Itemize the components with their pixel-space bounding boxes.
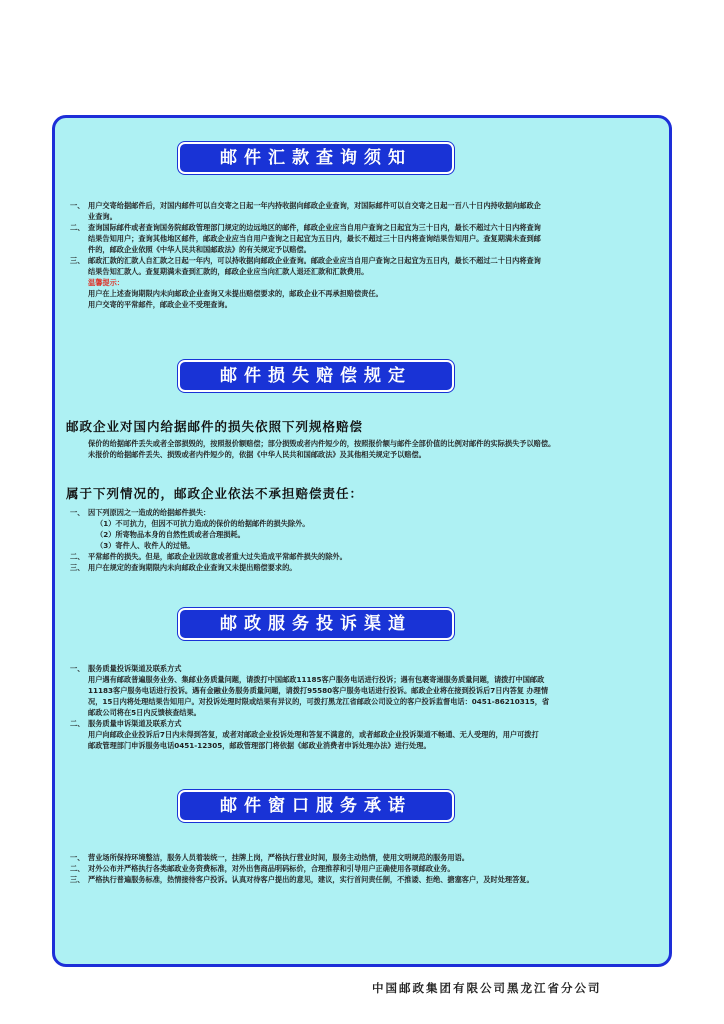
list-item: 三、 严格执行普遍服务标准，热情接待客户投诉。认真对待客户提出的意见，建议，实行首问责任制，不推诿、拒绝、搪塞客户，及时处理答复。	[70, 875, 534, 884]
tip-text: 用户在上述查询期限内未向邮政企业查询又未提出赔偿要求的，邮政企业不再承担赔偿责任。	[88, 289, 383, 298]
list-item-continued: 结果告知汇款人。查复期满未查到汇款的，邮政企业应当向汇款人退还汇款和汇款费用。	[88, 267, 369, 276]
list-item: 一、 因下列原因之一造成的给据邮件损失：	[70, 508, 211, 517]
list-item: 二、 对外公布并严格执行各类邮政业务资费标准，对外出售商品明码标价，合理推荐和引导用户正确使用各项邮政业务。	[70, 864, 455, 873]
list-sub-item: （2）所寄物品本身的自然性质或者合理损耗。	[96, 530, 245, 539]
section-title-inquiry: 邮件汇款查询须知	[178, 142, 454, 174]
list-item: 二、 查询国际邮件或者查询国务院邮政管理部门规定的边远地区的邮件，邮政企业应当自用户查询之日起宜为三十日内，最长不超过六十日内将查询	[70, 223, 541, 232]
exemption-items	[70, 507, 347, 573]
inquiry-items	[70, 200, 541, 310]
list-item-continued: 结果告知用户；查询其他地区邮件，邮政企业应当自用户查询之日起宜为五日内，最长不超过三十日内将查询结果告知用户。查复期满未查到邮	[88, 234, 541, 243]
section-title-compensation: 邮件损失赔偿规定	[178, 360, 454, 392]
section-title-commitment: 邮件窗口服务承诺	[178, 790, 454, 822]
tip-label: 温馨提示：	[88, 278, 124, 287]
list-item: 三、 用户在规定的查询期限内未向邮政企业查询又未提出赔偿要求的。	[70, 563, 297, 572]
compensation-paragraph: 保价的给据邮件丢失或者全部损毁的，按照报价额赔偿；部分损毁或者内件短少的，按照报价额与邮件全部价值的比例对邮件的实际损失予以赔偿。 未报价的给据邮件丢失、损毁或者内件短少的，依据《中华人民共和国邮政法》及其他相关规定予以赔偿。	[88, 439, 556, 459]
list-sub-item: （1）不可抗力，但因不可抗力造成的保价的给据邮件的损失除外。	[96, 519, 310, 528]
list-item: 一、 营业场所保持环境整洁，服务人员着装统一，挂牌上岗，严格执行营业时间，服务主动热情，使用文明规范的服务用语。	[70, 853, 469, 862]
exemption-subtitle: 属于下列情况的，邮政企业依法不承担赔偿责任：	[66, 486, 364, 501]
section-title-complaint: 邮政服务投诉渠道	[178, 608, 454, 640]
list-item: 三、 邮政汇款的汇款人自汇款之日起一年内，可以持收据向邮政企业查询。邮政企业应当自用户查询之日起宜为五日内，最长不超过二十日内将查询	[70, 256, 541, 265]
compensation-subtitle: 邮政企业对国内给据邮件的损失依照下列规格赔偿	[66, 419, 364, 434]
list-item-continued: 件的，邮政企业依照《中华人民共和国邮政法》的有关规定予以赔偿。	[88, 245, 311, 254]
list-item: 二、 平常邮件的损失。但是，邮政企业因故意或者重大过失造成平常邮件损失的除外。	[70, 552, 347, 561]
list-item: 一、 用户交寄给据邮件后，对国内邮件可以自交寄之日起一年内持收据向邮政企业查询，对国际邮件可以自交寄之日起一百八十日内持收据向邮政企	[70, 201, 541, 210]
list-item-continued: 业查询。	[88, 212, 117, 221]
list-item: 二、 服务质量申诉渠道及联系方式	[70, 719, 182, 728]
list-sub-item: （3）寄件人、收件人的过错。	[96, 541, 195, 550]
company-name: 中国邮政集团有限公司黑龙江省分公司	[372, 981, 602, 995]
commitment-items	[70, 852, 534, 885]
complaint-items: 一、 服务质量投诉渠道及联系方式 用户遇有邮政普遍服务业务、集邮业务质量问题，请拨打中国邮政11185客户服务电话进行投诉；遇有包裹寄递服务质量问题，请拨打中国邮政 11183客户服务电话进行投诉。遇有金融业务服务质量问题，请拨打95580客户服务电话进行投诉。邮政企业将在接到投诉后7日内答复 办理情 况，15日内将处理结果告知用户。对投诉处理时限或结果有异议的，可拨打黑龙江省邮政公司设立的客户投诉监督电话：0451-86210315，省 邮政公司将在5日内反馈核查结果。 二、 服务质量申诉渠道及联系方式 用户向邮政企业投诉后7日内未得到答复，或者对邮政企业投诉处理和答复不满意的，或者邮政企业投诉渠道不畅通、无人受理的，用户可拨打 邮政管理部门申诉服务电话0451-12305，邮政管理部门将依据《邮政业消费者申诉处理办法》进行处理。	[70, 664, 550, 750]
list-item: 一、 服务质量投诉渠道及联系方式	[70, 664, 182, 673]
tip-text: 用户交寄的平常邮件，邮政企业不受理查询。	[88, 300, 232, 309]
